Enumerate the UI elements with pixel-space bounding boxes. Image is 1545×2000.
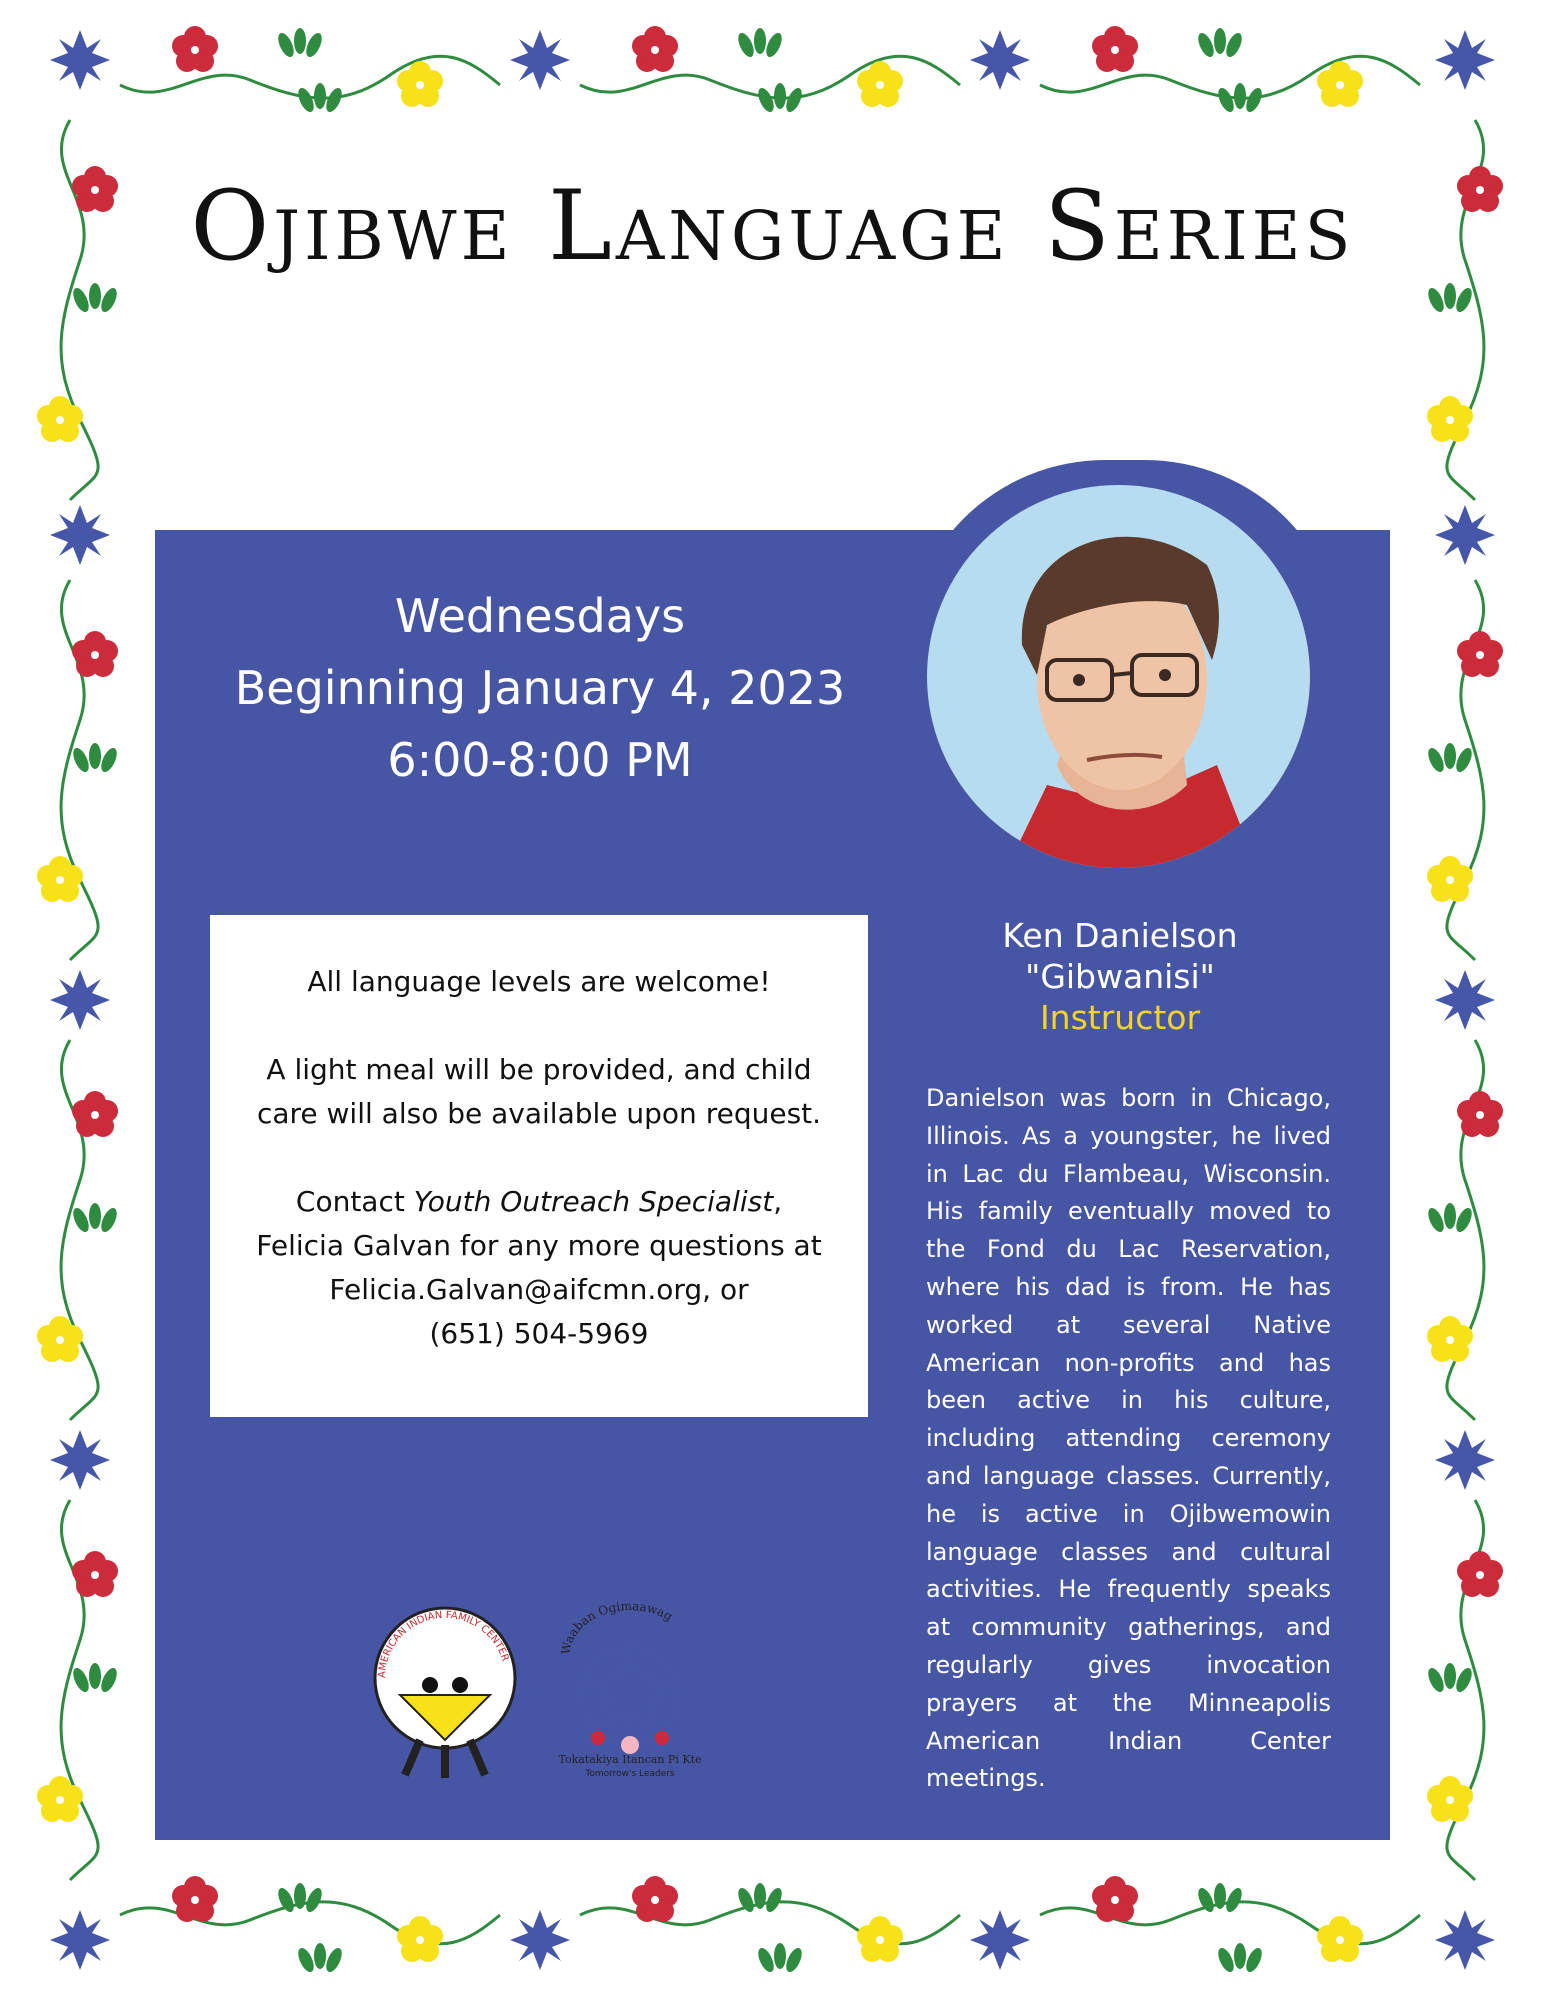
welcome-text: All language levels are welcome! [307,965,771,998]
info-box [210,915,868,1417]
waaban-logo [558,1600,701,1779]
schedule-start: Beginning January 4, 2023 [234,661,846,715]
instructor-heading [920,915,1320,1038]
contact-line1 [210,1180,868,1224]
contact-line2: Felicia Galvan for any more questions at [256,1229,822,1262]
contact-suffix: , [773,1185,783,1218]
contact-email[interactable]: Felicia.Galvan@aifcmn.org, or [329,1273,749,1306]
instructor-nickname: "Gibwanisi" [1025,957,1215,996]
waaban-logo-bottom: Tokatakiya Itancan Pi Kte [558,1753,702,1766]
aifc-logo-text: AMERICAN INDIAN FAMILY CENTER [376,1609,511,1679]
contact-phone[interactable]: (651) 504-5969 [429,1317,649,1350]
instructor-name: Ken Danielson [1002,916,1238,955]
waaban-logo-top: Waaban Ogimaawag [558,1600,675,1656]
partner-logos [360,1600,720,1780]
contact-role: Youth Outreach Specialist [413,1185,774,1218]
schedule-day: Wednesdays [394,589,686,643]
instructor-bio: Danielson was born in Chicago, Illinois. As a youngster, he lived in Lac du Flambeau, Wisconsin. His family eventually moved to the Fond du Lac Reservation, where his dad is from. He has worked at several Native American non-profits and has been active in his culture, including attending ceremony and language classes. Currently, he is active in Ojibwemowin language classes and cultural activities. He frequently speaks at community gatherings, and regularly gives invocation prayers at the Minneapolis American Indian Center meetings. [926,1084,1331,1793]
waaban-logo-subtitle: Tomorrow's Leaders [585,1769,675,1779]
instructor-portrait [927,485,1310,868]
meal-text-line2: care will also be available upon request. [256,1097,822,1130]
schedule-block [160,580,920,796]
contact-prefix: Contact [295,1185,414,1218]
svg-text:Waaban Ogimaawag [559,1600,676,1655]
aifc-logo [375,1608,515,1778]
schedule-time: 6:00-8:00 PM [387,733,693,787]
page-title: Ojibwe Language Series [190,170,1355,282]
instructor-role: Instructor [1039,998,1201,1037]
meal-text-line1: A light meal will be provided, and child [266,1053,812,1086]
